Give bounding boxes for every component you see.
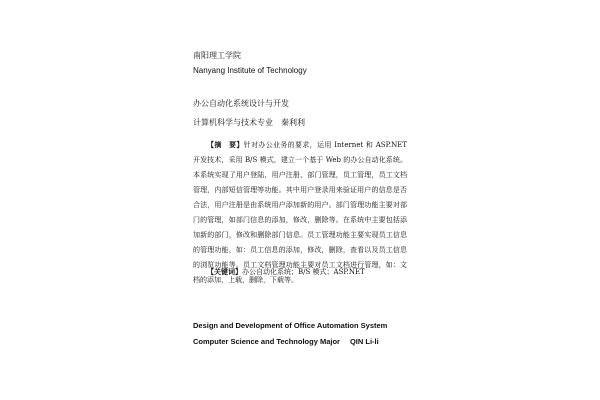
- abstract-paragraph: [193, 137, 407, 288]
- institution-name-cn: 南阳理工学院: [193, 51, 241, 60]
- keywords-text: 办公自动化系统；B/S 模式；ASP.NET: [242, 268, 365, 276]
- major-en: Computer Science and Technology Major: [193, 337, 340, 346]
- author-line-en: [193, 338, 379, 346]
- abstract-text: 针对办公业务的要求，运用 Internet 和 ASP.NET 开发技术，采用 B/S 模式，建立一个基于 Web 的办公自动化系统。本系统实现了用户登陆，用户注册，部门管理，员工管理，员工文档管理，内部短信管理等功能。其中用户登录用来验证用户的信息是否合法，用户注册是由系统用户添加新的用户。部门管理功能主要对部门的管理，如部门信息的添加，修改，删除等。在系统中主要包括添加新的部门，修改和删除部门信息。员工管理功能主要实现员工信息的管理功能，如：员工信息的添加，修改，删除，查看以及员工信息的浏览功能等。员工文档管理功能主要对员工文档进行管理，如：文档的添加，上载，删除，下载等。: [193, 141, 407, 284]
- paper-title-en: Design and Development of Office Automation System: [193, 321, 388, 330]
- abstract-label: 【摘 要】: [207, 140, 244, 149]
- paper-title-cn: 办公自动化系统设计与开发: [193, 99, 289, 108]
- author-line-cn: 计算机科学与技术专业 秦利利: [193, 118, 305, 127]
- institution-name-en: Nanyang Institute of Technology: [193, 66, 307, 75]
- author-name-en: QIN Li-li: [349, 337, 379, 346]
- keywords-label: 【关键词】: [207, 267, 242, 276]
- keywords-line: [207, 268, 365, 276]
